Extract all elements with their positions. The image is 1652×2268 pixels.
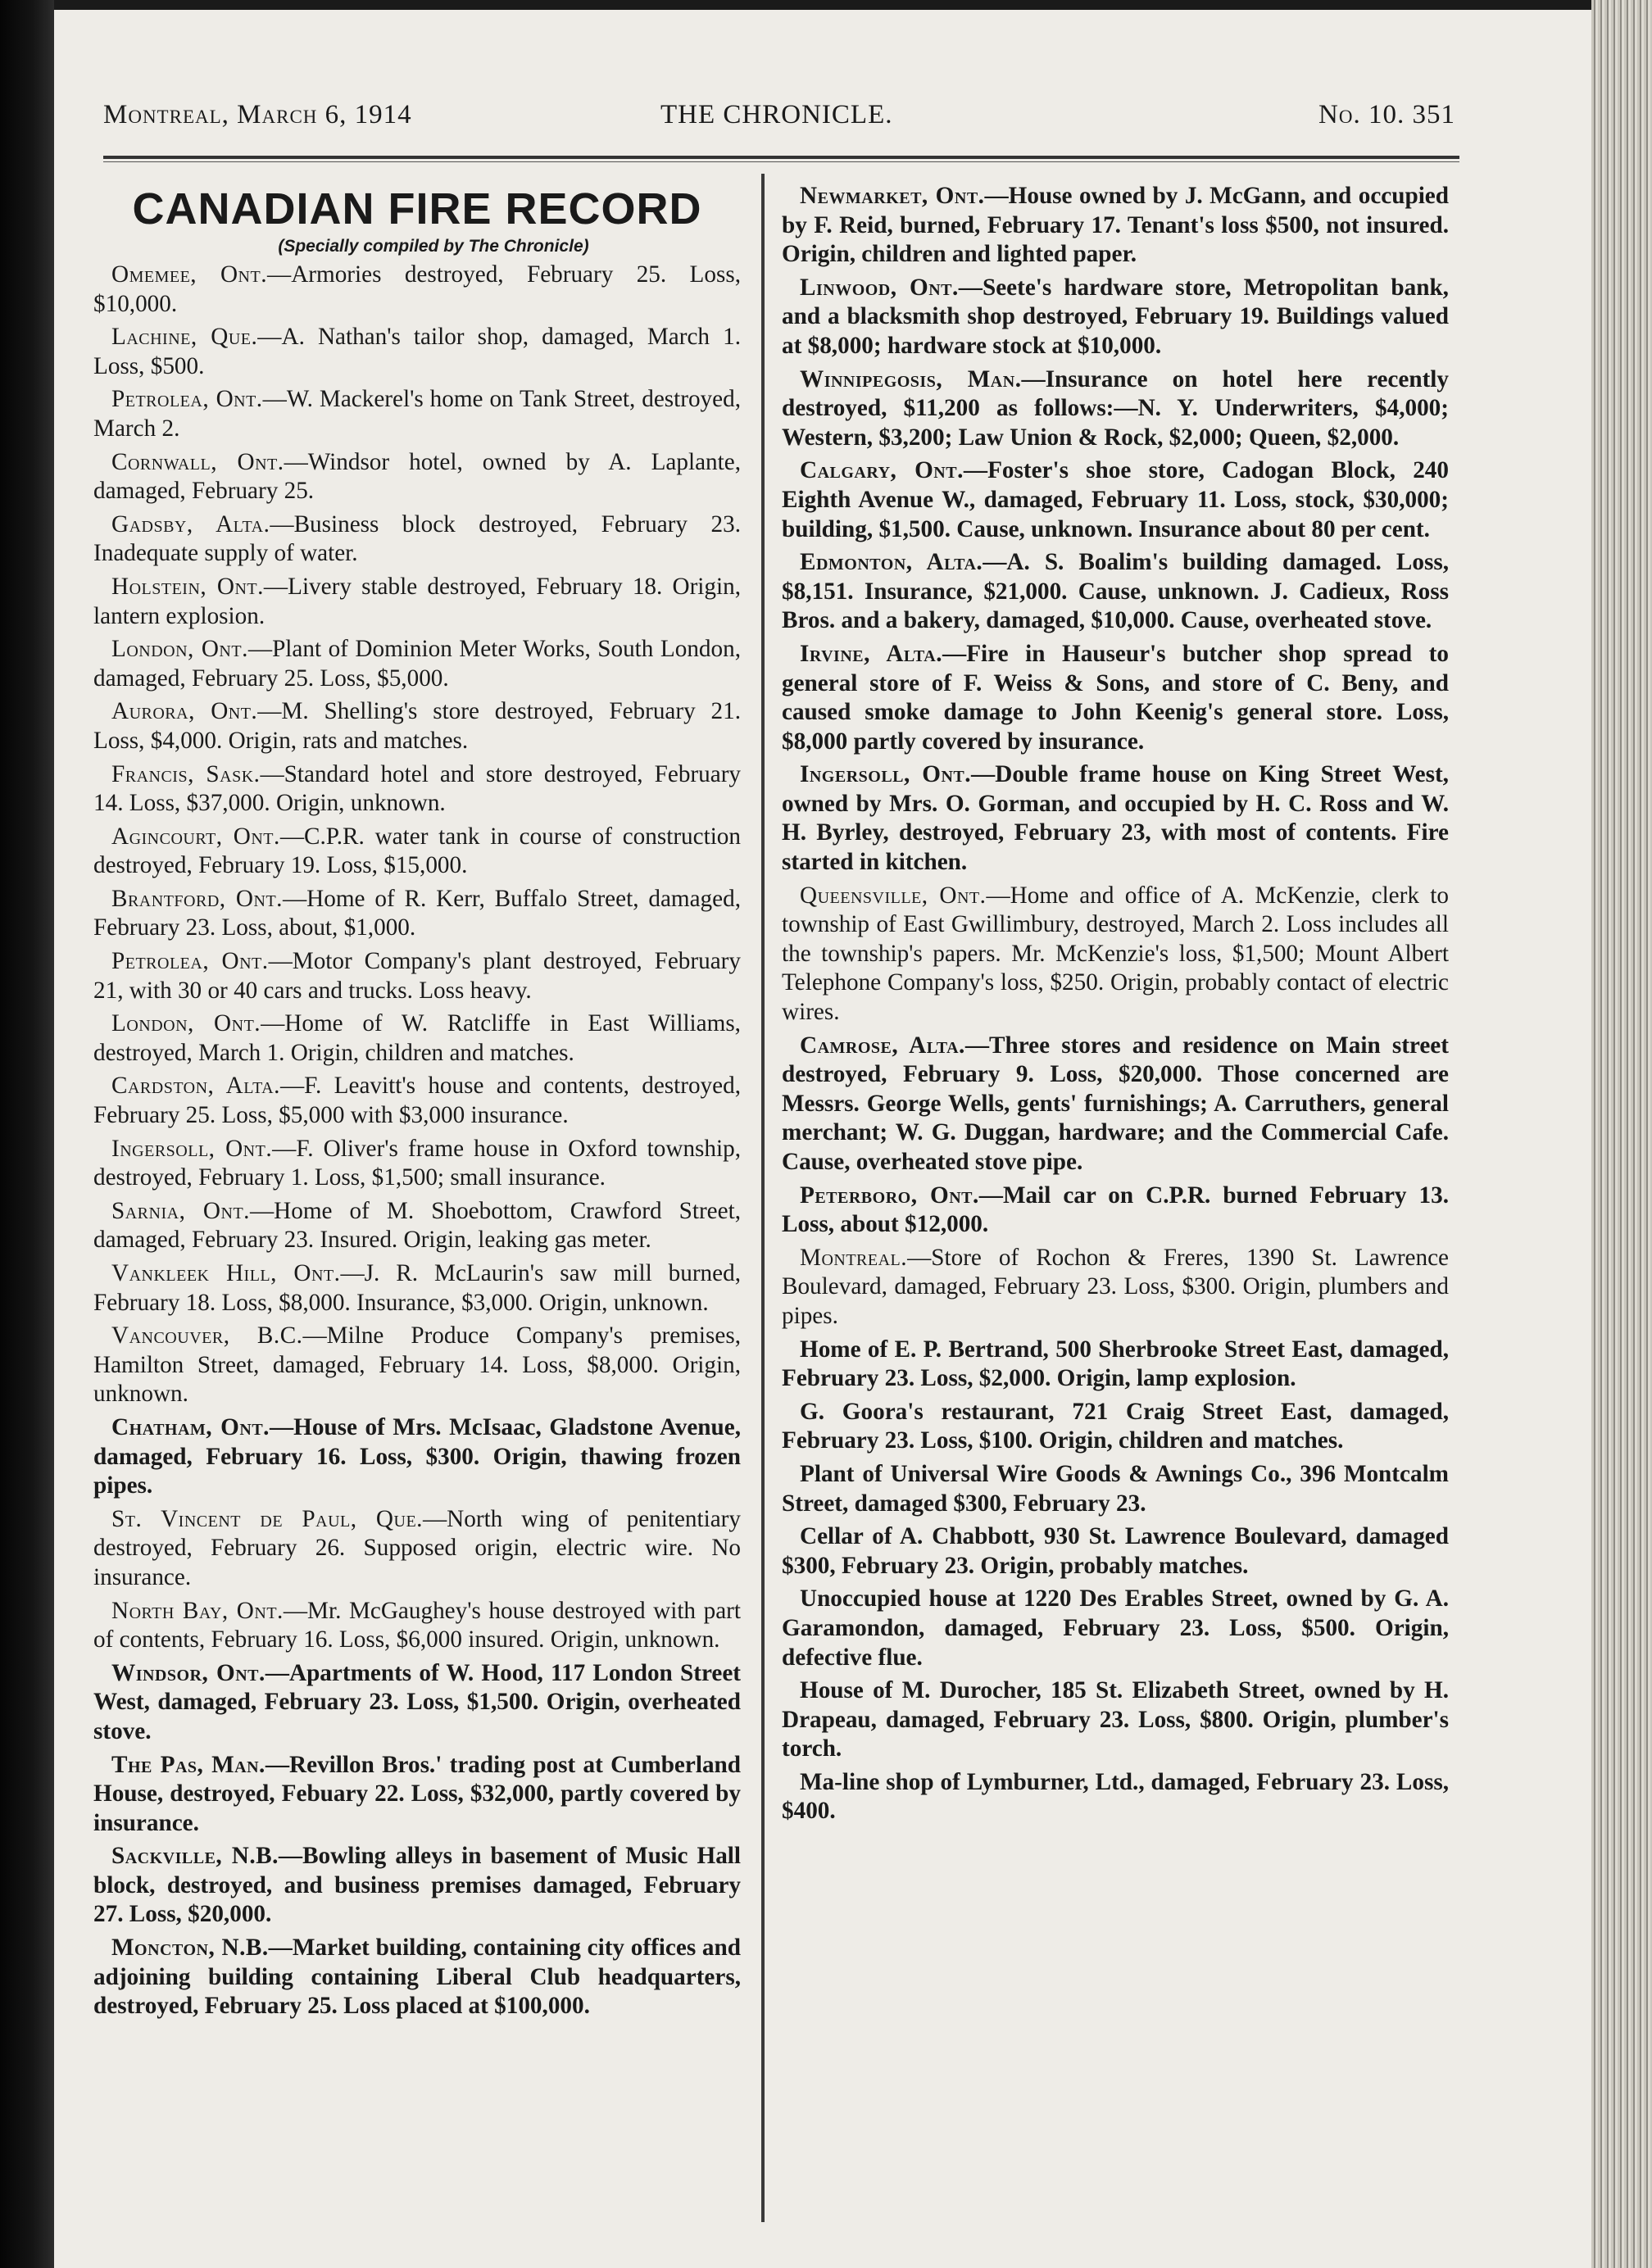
fire-entry: [782, 1244, 1449, 1331]
entry-text: —Three stores and residence on Main street destroyed, February 9. Loss, $20,000. Those concerned are Messrs. George Wells, gents' furnishings; A. Carruthers, general merchant; W. G. Duggan, hardware; and the Commercial Cafe. Cause, overheated stove pipe.: [782, 1032, 1449, 1175]
entry-text: —Home of R. Kerr, Buffalo Street, damaged, February 23. Loss, about, $1,000.: [93, 885, 742, 941]
fire-entry: [93, 1009, 741, 1068]
fire-entry: [93, 885, 741, 943]
entry-place: Queensville, Ont.: [800, 882, 987, 909]
right-entry-list: [782, 182, 1449, 1826]
entry-place: Petrolea, Ont.: [111, 948, 269, 975]
entry-place: Ingersoll, Ont.: [800, 761, 972, 788]
entry-text: —Home of W. Ratcliffe in East Williams, destroyed, March 1. Origin, children and matches.: [93, 1010, 741, 1066]
entry-text: —Revillon Bros.' trading post at Cumberland House, destroyed, Febuary 22. Loss, $32,000, partly covered by insurance.: [93, 1751, 742, 1836]
entry-place: Omemee, Ont.: [111, 261, 268, 288]
fire-entry: [782, 882, 1449, 1027]
fire-entry: [782, 1522, 1449, 1581]
fire-entry: [93, 1413, 741, 1501]
entry-text: —F. Oliver's frame house in Oxford township, destroyed, February 1. Loss, $1,500; small insurance.: [93, 1135, 741, 1191]
entry-text: —Home of M. Shoebottom, Crawford Street, damaged, February 23. Insured. Origin, leaking gas meter.: [93, 1197, 741, 1254]
running-head-dateline: Montreal, March 6, 1914: [103, 100, 412, 129]
header-rule: [103, 156, 1459, 162]
fire-entry: [93, 1751, 741, 1839]
entry-place: Linwood, Ont.: [800, 274, 959, 301]
entry-place: Aurora, Ont.: [111, 698, 258, 725]
entry-text: —Market building, containing city offices and adjoining building containing Liberal Club headquarters, destroyed, February 25. Loss placed at $100,000.: [93, 1935, 741, 2020]
fire-entry: [782, 1676, 1449, 1764]
entry-text: —North wing of penitentiary destroyed, February 26. Supposed origin, electric wire. No insurance.: [93, 1505, 741, 1590]
entry-place: Windsor, Ont.: [111, 1659, 266, 1686]
entry-text: —Armories destroyed, February 25. Loss, $10,000.: [93, 261, 741, 317]
right-column: [782, 182, 1449, 1830]
fire-entry: [93, 448, 741, 506]
entry-text: —Mail car on C.P.R. burned February 13. Loss, about $12,000.: [782, 1182, 1449, 1238]
entry-text: —Bowling alleys in basement of Music Hall block, destroyed, and business premises damaged, February 27. Loss, $20,000.: [93, 1843, 742, 1928]
entry-place: Edmonton, Alta.: [800, 549, 983, 576]
fire-entry: [93, 1322, 741, 1409]
entry-text: —Motor Company's plant destroyed, February 21, with 30 or 40 cars and trucks. Loss heavy.: [93, 948, 741, 1004]
fire-entry: [93, 1659, 741, 1747]
entry-text: Ma‐line shop of Lymburner, Ltd., damaged, February 23. Loss, $400.: [782, 1768, 1449, 1825]
fire-entry: [782, 456, 1449, 544]
entry-place: Cardston, Alta.: [111, 1073, 280, 1100]
entry-place: Vankleek Hill, Ont.: [111, 1260, 341, 1286]
entry-place: Calgary, Ont.: [800, 457, 964, 484]
entry-place: Brantford, Ont.: [111, 885, 283, 912]
entry-text: —J. R. McLaurin's saw mill burned, February 18. Loss, $8,000. Insurance, $3,000. Origin, unknown.: [93, 1260, 741, 1316]
fire-entry: [782, 1032, 1449, 1177]
entry-place: Gadsby, Alta.: [111, 510, 270, 538]
entry-text: —Fire in Hauseur's butcher shop spread to general store of F. Weiss & Sons, and store of C. Beny, and caused smoke damage to John Keenig's general store. Loss, $8,000 partly covered by insurance.: [782, 640, 1449, 755]
entry-text: Unoccupied house at 1220 Des Erables Street, owned by G. A. Garamondon, damaged, February 23. Loss, $500. Origin, defective flue.: [782, 1585, 1449, 1671]
fire-entry: [782, 182, 1449, 270]
page: [54, 10, 1591, 2268]
fire-entry: [782, 1460, 1449, 1518]
fire-entry: [93, 760, 741, 819]
fire-entry: [782, 1585, 1449, 1672]
fire-entry: [782, 640, 1449, 756]
entry-text: —Business block destroyed, February 23. Inadequate supply of water.: [93, 510, 741, 567]
entry-place: Montreal.: [800, 1244, 908, 1271]
fire-entry: [93, 823, 741, 881]
fire-entry: [93, 1934, 741, 2021]
entry-text: —Standard hotel and store destroyed, February 14. Loss, $37,000. Origin, unknown.: [93, 760, 742, 817]
entry-text: —Windsor hotel, owned by A. Laplante, damaged, February 25.: [93, 448, 741, 505]
entry-text: —House owned by J. McGann, and occupied by F. Reid, burned, February 17. Tenant's loss $500, not insured. Origin, children and lighted paper.: [782, 183, 1449, 268]
entry-place: Lachine, Que.: [111, 324, 258, 351]
entry-place: Camrose, Alta.: [800, 1032, 965, 1059]
fire-entry: [93, 697, 741, 755]
entry-text: G. Goora's restaurant, 721 Craig Street East, damaged, February 23. Loss, $100. Origin, children and matches.: [782, 1398, 1449, 1454]
entry-text: —M. Shelling's store destroyed, February 21. Loss, $4,000. Origin, rats and matches.: [93, 698, 741, 754]
entry-place: London, Ont.: [111, 636, 248, 663]
fire-entry: [93, 1197, 741, 1255]
entry-text: —F. Leavitt's house and contents, destroyed, February 25. Loss, $5,000 with $3,000 insurance.: [93, 1073, 742, 1129]
entry-place: Sackville, N.B.: [111, 1843, 279, 1870]
entry-text: —Plant of Dominion Meter Works, South London, damaged, February 25. Loss, $5,000.: [93, 636, 741, 692]
entry-text: —Double frame house on King Street West, owned by Mrs. O. Gorman, and occupied by H. C. Ross and W. H. Byrley, destroyed, February 23, with most of contents. Fire started in kitchen.: [782, 761, 1449, 876]
fire-entry: [93, 1597, 741, 1655]
entry-place: Irvine, Alta.: [800, 640, 943, 667]
fire-entry: [782, 1182, 1449, 1240]
fire-entry: [93, 385, 741, 443]
column-divider: [761, 174, 765, 2222]
page-edges: [1591, 0, 1652, 2268]
entry-place: North Bay, Ont.: [111, 1597, 284, 1624]
entry-place: Sarnia, Ont.: [111, 1197, 250, 1224]
entry-place: Winnipegosis, Man.: [800, 365, 1022, 392]
fire-entry: [782, 365, 1449, 453]
article-subtitle: (Specially compiled by The Chronicle): [278, 237, 589, 256]
entry-text: —Apartments of W. Hood, 117 London Street West, damaged, February 23. Loss, $1,500. Origin, overheated stove.: [93, 1659, 742, 1744]
entry-place: Francis, Sask.: [111, 760, 261, 787]
running-head-publication: THE CHRONICLE.: [660, 100, 893, 129]
entry-text: —W. Mackerel's home on Tank Street, destroyed, March 2.: [93, 386, 741, 442]
fire-entry: [93, 1505, 741, 1593]
entry-place: The Pas, Man.: [111, 1751, 266, 1778]
fire-entry: [93, 635, 741, 693]
entry-text: —Milne Produce Company's premises, Hamilton Street, damaged, February 14. Loss, $8,000. Origin, unknown.: [93, 1322, 741, 1408]
running-head: [103, 100, 1455, 149]
article-heading: [93, 182, 741, 257]
fire-entry: [93, 1135, 741, 1193]
fire-entry: [93, 323, 741, 381]
entry-text: Plant of Universal Wire Goods & Awnings Co., 396 Montcalm Street, damaged $300, February 23.: [782, 1460, 1449, 1517]
running-head-page-number: No. 10. 351: [1318, 100, 1455, 129]
fire-entry: [93, 947, 741, 1005]
entry-text: —Seete's hardware store, Metropolitan bank, and a blacksmith shop destroyed, February 19. Buildings valued at $8,000; hardware stock at $10,000.: [782, 274, 1449, 359]
article-title: CANADIAN FIRE RECORD: [132, 184, 702, 234]
entry-place: London, Ont.: [111, 1010, 261, 1037]
fire-entry: [782, 548, 1449, 636]
entry-place: St. Vincent de Paul, Que.: [111, 1505, 423, 1532]
entry-text: —Foster's shoe store, Cadogan Block, 240 Eighth Avenue W., damaged, February 11. Loss, stock, $30,000; building, $1,500. Cause, unknown. Insurance about 80 per cent.: [782, 457, 1449, 542]
entry-text: Home of E. P. Bertrand, 500 Sherbrooke Street East, damaged, February 23. Loss, $2,000. Origin, lamp explosion.: [782, 1336, 1449, 1392]
entry-place: Vancouver, B.C.: [111, 1322, 303, 1349]
entry-text: —A. S. Boalim's building damaged. Loss, $8,151. Insurance, $21,000. Cause, unknown. J. Cadieux, Ross Bros. and a bakery, damaged, $10,000. Cause, overheated stove.: [782, 549, 1449, 634]
left-entry-list: [93, 261, 741, 2021]
entry-place: Petrolea, Ont.: [111, 386, 263, 413]
fire-entry: [93, 261, 741, 319]
entry-text: House of M. Durocher, 185 St. Elizabeth Street, owned by H. Drapeau, damaged, February 23. Loss, $800. Origin, plumber's torch.: [782, 1677, 1449, 1762]
entry-text: Cellar of A. Chabbott, 930 St. Lawrence Boulevard, damaged $300, February 23. Origin, probably matches.: [782, 1523, 1449, 1579]
entry-place: Newmarket, Ont.: [800, 183, 985, 209]
entry-text: —C.P.R. water tank in course of construction destroyed, February 19. Loss, $15,000.: [93, 823, 741, 879]
fire-entry: [93, 1072, 741, 1130]
fire-entry: [782, 274, 1449, 361]
entry-text: —Home and office of A. McKenzie, clerk to township of East Gwillimbury, destroyed, March 2. Loss includes all the township's papers. Mr. McKenzie's loss, $1,500; Mount Albert Telephone Company's loss, $250. Origin, probably contact of electric wires.: [782, 882, 1449, 1026]
entry-text: —Mr. McGaughey's house destroyed with part of contents, February 16. Loss, $6,000 insured. Origin, unknown.: [93, 1597, 741, 1653]
fire-entry: [782, 1398, 1449, 1456]
entry-text: —Store of Rochon & Freres, 1390 St. Lawrence Boulevard, damaged, February 23. Loss, $300. Origin, plumbers and pipes.: [782, 1244, 1449, 1329]
fire-entry: [93, 510, 741, 569]
fire-entry: [93, 573, 741, 631]
entry-place: Holstein, Ont.: [111, 573, 264, 600]
entry-place: Cornwall, Ont.: [111, 448, 284, 475]
entry-place: Agincourt, Ont.: [111, 823, 280, 850]
entry-place: Ingersoll, Ont.: [111, 1135, 273, 1162]
entry-text: —Insurance on hotel here recently destroyed, $11,200 as follows:—N. Y. Underwriters, $4,000; Western, $3,200; Law Union & Rock, $2,000; Queen, $2,000.: [782, 365, 1450, 451]
book-spine: [0, 0, 54, 2268]
entry-place: Chatham, Ont.: [111, 1413, 270, 1440]
fire-entry: [93, 1259, 741, 1318]
entry-place: Peterboro, Ont.: [800, 1182, 979, 1209]
fire-entry: [93, 1842, 741, 1930]
fire-entry: [782, 1336, 1449, 1394]
fire-entry: [782, 760, 1449, 877]
entry-text: —A. Nathan's tailor shop, damaged, March 1. Loss, $500.: [93, 324, 741, 379]
left-column: [93, 182, 741, 2025]
fire-entry: [782, 1768, 1449, 1826]
entry-text: —Livery stable destroyed, February 18. Origin, lantern explosion.: [93, 573, 742, 629]
entry-text: —House of Mrs. McIsaac, Gladstone Avenue, damaged, February 16. Loss, $300. Origin, thawing frozen pipes.: [93, 1413, 741, 1499]
entry-place: Moncton, N.B.: [111, 1935, 269, 1962]
